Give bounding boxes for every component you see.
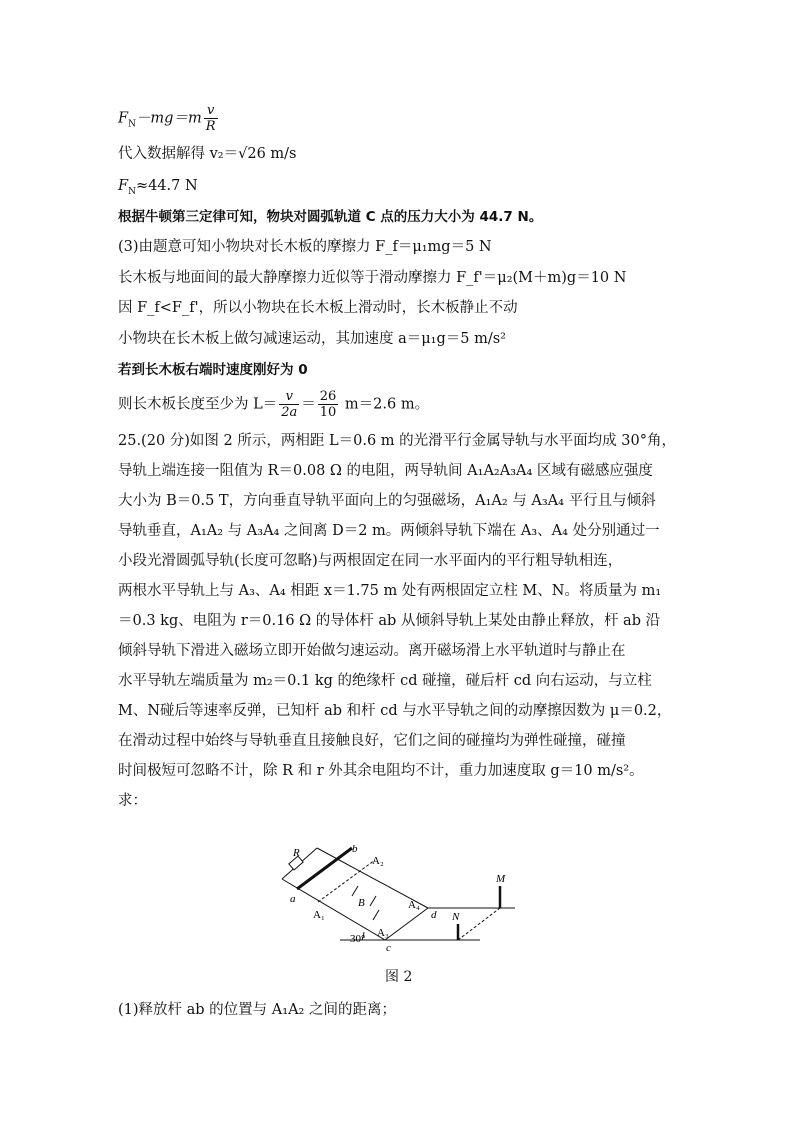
length-eq: ＝	[301, 396, 316, 413]
problem-line: 时间极短可忽略不计，除 R 和 r 外其余电阻均不计，重力加速度取 g＝10 m/s²。	[118, 763, 644, 779]
problem-line: 25.(20 分)如图 2 所示，两相距 L＝0.6 m 的光滑平行金属导轨与水平面均成 30°角，	[118, 433, 676, 449]
figure-caption: 图 2	[385, 969, 413, 985]
problem-line: 水平导轨左端质量为 m₂＝0.1 kg 的绝缘杆 cd 碰撞，碰后杆 cd 向右运动，与立柱	[118, 673, 652, 689]
eq-frac-num: v	[204, 103, 218, 119]
label-m: M	[496, 873, 506, 885]
text-line-8: 小物块在长木板上做匀减速运动，其加速度 a＝μ₁g＝5 m/s²	[118, 331, 506, 347]
frac1-num: v	[279, 389, 299, 405]
text-line-4: 根据牛顿第三定律可知，物块对圆弧轨道 C 点的压力大小为 44.7 N。	[118, 209, 543, 225]
problem-line: 大小为 B＝0.5 T，方向垂直导轨平面向上的匀强磁场，A₁A₂ 与 A₃A₄ 平行且与倾斜	[118, 493, 656, 509]
text-line-7: 因 F_f<F_f'，所以小物块在长木板上滑动时，长木板静止不动	[118, 300, 518, 316]
length-post: m＝2.6 m。	[340, 396, 430, 413]
eq-lhs: F	[118, 110, 129, 127]
problem-line: 求：	[118, 793, 147, 809]
label-n: N	[452, 911, 460, 923]
text-line-10	[118, 389, 429, 420]
fn-symbol: F	[118, 178, 129, 194]
frac1-den: 2a	[281, 405, 298, 420]
label-b: b	[352, 843, 358, 855]
label-a1: A₁	[313, 909, 325, 921]
text-line-6: 长木板与地面间的最大静摩擦力近似等于滑动摩擦力 F_f'＝μ₂(M＋m)g＝10 N	[118, 270, 627, 286]
text-line-5: (3)由题意可知小物块对长木板的摩擦力 F_f＝μ₁mg＝5 N	[118, 239, 492, 255]
eq-frac-den: R	[205, 119, 216, 134]
label-angle: 30°	[350, 933, 366, 945]
field-arrow	[370, 896, 376, 906]
problem-line: 两根水平导轨上与 A₃、A₄ 相距 x＝1.75 m 处有两根固定立柱 M、N。将质量为 m₁	[118, 583, 662, 599]
length-frac-2	[318, 389, 339, 420]
eq-mid: －mg＝m	[135, 110, 202, 127]
eq-fraction	[204, 103, 218, 134]
problem-line: 导轨垂直，A₁A₂ 与 A₃A₄ 之间离 D＝2 m。两倾斜导轨下端在 A₃、A₄ 处分别通过一	[118, 523, 660, 539]
problem-line: ＝0.3 kg、电阻为 r＝0.16 Ω 的导体杆 ab 从倾斜导轨上某处由静止释放，杆 ab 沿	[118, 613, 661, 629]
dashed-mn-line	[458, 908, 500, 940]
figure-2-diagram	[280, 842, 520, 954]
problem-line: M、N碰后等速率反弹，已知杆 ab 和杆 cd 与水平导轨之间的动摩擦因数为 μ＝0.2，	[118, 703, 672, 719]
label-b-field: B	[358, 897, 365, 909]
label-d: d	[431, 909, 437, 921]
problem-line: 小段光滑圆弧导轨(长度可忽略)与两根固定在同一水平面内的平行粗导轨相连，	[118, 553, 623, 569]
fn-sub: N	[128, 186, 136, 197]
problem-line: 在滑动过程中始终与导轨垂直且接触良好，它们之间的碰撞均为弹性碰撞，碰撞	[118, 733, 626, 749]
length-pre: 则长木板长度至少为 L＝	[118, 396, 278, 413]
equation-newton-second-law	[118, 103, 220, 134]
length-frac-1	[279, 389, 299, 420]
label-r: R	[293, 847, 300, 859]
question-1: (1)释放杆 ab 的位置与 A₁A₂ 之间的距离；	[118, 1002, 396, 1018]
text-line-2: 代入数据解得 v₂＝√26 m/s	[118, 146, 297, 162]
fn-value: ≈44.7 N	[135, 178, 198, 194]
field-arrow	[352, 886, 358, 896]
eq-lhs-sub: N	[128, 119, 136, 130]
field-arrow	[373, 910, 379, 920]
problem-line: 倾斜导轨下滑进入磁场立即开始做匀速运动。离开磁场滑上水平轨道时与静止在	[118, 643, 626, 659]
frac2-num: 26	[319, 389, 337, 404]
text-line-9: 若到长木板右端时速度刚好为 0	[118, 362, 308, 378]
label-a3: A₃	[377, 927, 389, 939]
label-a2: A₂	[372, 855, 384, 867]
text-line-3	[118, 176, 198, 202]
boundary-a3a4	[385, 908, 428, 940]
label-c: c	[386, 942, 391, 954]
problem-line: 导轨上端连接一阻值为 R＝0.08 Ω 的电阻，两导轨间 A₁A₂A₃A₄ 区域有磁感应强度	[118, 463, 653, 479]
label-a: a	[290, 893, 296, 905]
frac2-den: 10	[319, 405, 337, 420]
label-a4: A₄	[408, 899, 420, 911]
